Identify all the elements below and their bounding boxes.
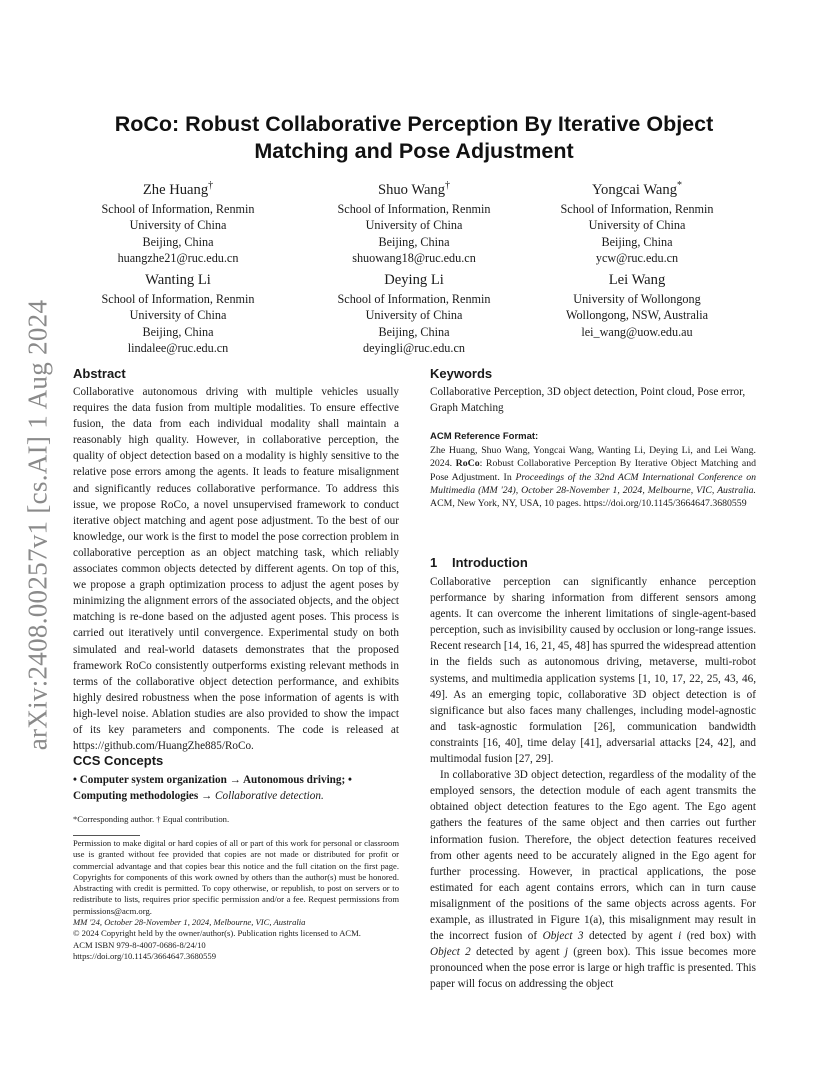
author-affiliation: School of Information, Renmin xyxy=(101,292,255,306)
author-affiliation: School of Information, Renmin xyxy=(560,201,714,216)
author-affiliation: University of Wollongong xyxy=(573,292,701,306)
author-name: Yongcai Wang* xyxy=(591,180,683,198)
author-block xyxy=(532,176,742,266)
author-name: Shuo Wang† xyxy=(377,180,451,198)
ccs-heading: CCS Concepts xyxy=(73,753,164,768)
author-name: Lei Wang xyxy=(608,272,666,288)
author-location: Wollongong, NSW, Australia xyxy=(565,308,709,323)
title-line-2: Matching and Pose Adjustment xyxy=(254,139,574,163)
introduction-heading: 1 Introduction xyxy=(430,555,528,570)
introduction-section xyxy=(430,555,756,992)
doi-link[interactable]: https://doi.org/10.1145/3664647.3680559 xyxy=(73,950,216,961)
abstract-text: Collaborative autonomous driving with multiple vehicles usually requires the data fusion from multiple modalities. To ensure effective fusion, the data from each individual modality shall maintain a reasonably high quality. However, in collaborative perception, the quality of object detection based on a modality is highly sensitive to the relative pose errors among the agents. It leads to feature misalignment and significantly reduces collaborative performance. To address this issue, we propose RoCo, a novel unsupervised framework to conduct iterative object matching and agent pose adjustment. To the best of our knowledge, our work is the first to model the pose correction problem in collaborative perception as an object matching task, which reliably associates common objects detected by different agents. On top of this, we propose a graph optimization process to adjust the agent poses by minimizing the alignment errors of the associated objects, and the object matching is re-done based on the adjusted agent poses. This process is carried out iteratively until convergence. Experimental study on both simulated and real-world datasets demonstrates that the proposed framework RoCo consistently outperforms existing relevant methods in terms of the collaborative object detection performance, and exhibits highly desired robustness when the pose information of agents is with high-level noise. Ablation studies are also provided to show the impact of its key parameters and components. The code is released at https://github.com/HuangZhe885/RoCo. xyxy=(73,386,399,753)
abstract-heading: Abstract xyxy=(73,366,126,381)
author-block xyxy=(309,271,519,357)
author-location: Beijing, China xyxy=(378,234,450,249)
title-line-1: RoCo: Robust Collaborative Perception By Iterative Object xyxy=(114,112,714,136)
author-mark: * xyxy=(677,180,683,191)
keywords-heading: Keywords xyxy=(430,366,493,381)
footnote-divider xyxy=(73,835,140,836)
author-location: Beijing, China xyxy=(378,324,450,339)
ccs-section xyxy=(73,753,399,804)
arxiv-identifier-text: arXiv:2408.00257v1 [cs.AI] 1 Aug 2024 xyxy=(22,299,53,751)
acm-reference-heading: ACM Reference Format: xyxy=(430,431,539,442)
acm-reference-text: Zhe Huang, Shuo Wang, Yongcai Wang, Wanting Li, Deying Li, and Lei Wang. 2024. RoCo: Robust Collaborative Perception By Iterative Object Matching and Pose Adjustment. In Proceedings of the 32nd ACM International Conference on Multimedia (MM '24), October 28-November 1, 2024, Melbourne, VIC, Australia. ACM, New York, NY, USA, 10 pages. https://doi.org/10.1145/3664647.3680559 xyxy=(430,445,757,510)
author-name: Wanting Li xyxy=(145,272,211,288)
author-affiliation: University of China xyxy=(365,218,463,233)
author-email[interactable]: lei_wang@uow.edu.au xyxy=(581,324,693,339)
author-block xyxy=(73,176,283,266)
author-affiliation: University of China xyxy=(129,308,227,323)
author-name: Deying Li xyxy=(384,272,444,288)
abstract-section xyxy=(73,366,399,754)
author-email[interactable]: shuowang18@ruc.edu.cn xyxy=(352,251,476,266)
ccs-concept: Computing methodologies → xyxy=(73,790,213,803)
footnote xyxy=(73,814,399,825)
author-block xyxy=(532,271,742,340)
author-affiliation: School of Information, Renmin xyxy=(337,292,491,306)
acm-reference-section xyxy=(430,431,756,510)
ccs-concept-detail: Collaborative detection. xyxy=(215,790,324,803)
author-affiliation: School of Information, Renmin xyxy=(101,201,255,216)
author-block xyxy=(73,271,283,357)
ccs-bullet: • xyxy=(345,774,352,786)
isbn-text: ACM ISBN 979-8-4007-0686-8/24/10 xyxy=(73,939,206,950)
author-email[interactable]: lindalee@ruc.edu.cn xyxy=(127,341,229,356)
author-affiliation: University of China xyxy=(588,218,686,233)
author-mark: † xyxy=(208,180,214,191)
permission-text: Permission to make digital or hard copies of all or part of this work for personal or classroom use is granted without fee provided that copies are not made or distributed for profit or commercial advantage and that copies bear this notice and the full citation on the first page. Copyrights for components of this work owned by others than the author(s) must be honored. Abstracting with credit is permitted. To copy otherwise, or republish, to post on servers or to redistribute to lists, requires prior specific permission and/or a fee. Request permissions from permissions@acm.org. xyxy=(73,838,399,916)
author-location: Beijing, China xyxy=(601,234,673,249)
ccs-concept: • Computer system organization → Autonomous driving; xyxy=(73,774,346,786)
ccs-concepts xyxy=(73,772,399,804)
introduction-paragraph: Collaborative perception can significantly enhance perception performance by sharing information from different sensors among agents. It can overcome the inherent limitations of single-agent-based perception, such as invisibility caused by occlusion or long-range issues. Recent research [14, 16, 21, 45, 48] has spurred the widespread attention in the fields such as autonomous driving, metaverse, multi-robot systems, and multimedia application systems [1, 10, 17, 22, 25, 43, 46, 49]. As an emerging topic, collaborative 3D object detection is of significance but also faces many challenges, including model-agnostic and task-agnostic formulation [26], communication bandwidth constraints [16, 40], time delay [41], adversarial attacks [24, 42], and multimodal fusion [27, 29]. xyxy=(430,576,756,766)
permission-block xyxy=(73,838,399,962)
introduction-paragraph: In collaborative 3D object detection, regardless of the modality of the employed sensors, the detection module of each agent transmits the obtained object detection features to the Ego agent. The Ego agent gathers the features of the same object and then carries out further information fusion. Therefore, the object detection features received from other agents need to be accurately aligned in the Ego agent for further processing. However, in practical applications, the pose estimated for each agent contains errors, which can in turn cause misalignment of the positions of the same objects across agents. For example, as illustrated in Figure 1(a), this misalignment may result in the incorrect fusion of Object 3 detected by agent i (red box) with Object 2 detected by agent j (green box). This issue becomes more pronounced when the pose error is large or high traffic is presented. This paper will focus on addressing the object xyxy=(430,769,757,991)
corresponding-author-note: *Corresponding author. † Equal contribution. xyxy=(73,814,230,824)
keywords-text: Collaborative Perception, 3D object detection, Point cloud, Pose error, Graph Matching xyxy=(430,386,746,415)
author-email[interactable]: deyingli@ruc.edu.cn xyxy=(363,341,465,356)
author-location: Beijing, China xyxy=(142,234,214,249)
arxiv-identifier xyxy=(18,295,58,755)
keywords-section xyxy=(430,366,756,416)
author-name: Zhe Huang† xyxy=(142,180,214,198)
author-affiliation: School of Information, Renmin xyxy=(337,201,491,216)
author-affiliation: University of China xyxy=(129,218,227,233)
paper-title xyxy=(74,111,754,165)
author-mark: † xyxy=(445,180,451,191)
venue-text: MM '24, October 28-November 1, 2024, Melbourne, VIC, Australia xyxy=(73,917,306,928)
author-email[interactable]: ycw@ruc.edu.cn xyxy=(595,251,679,266)
author-email[interactable]: huangzhe21@ruc.edu.cn xyxy=(117,251,239,266)
copyright-text: © 2024 Copyright held by the owner/author(s). Publication rights licensed to ACM. xyxy=(73,928,361,939)
author-location: Beijing, China xyxy=(142,324,214,339)
author-affiliation: University of China xyxy=(365,308,463,323)
author-block xyxy=(309,176,519,266)
